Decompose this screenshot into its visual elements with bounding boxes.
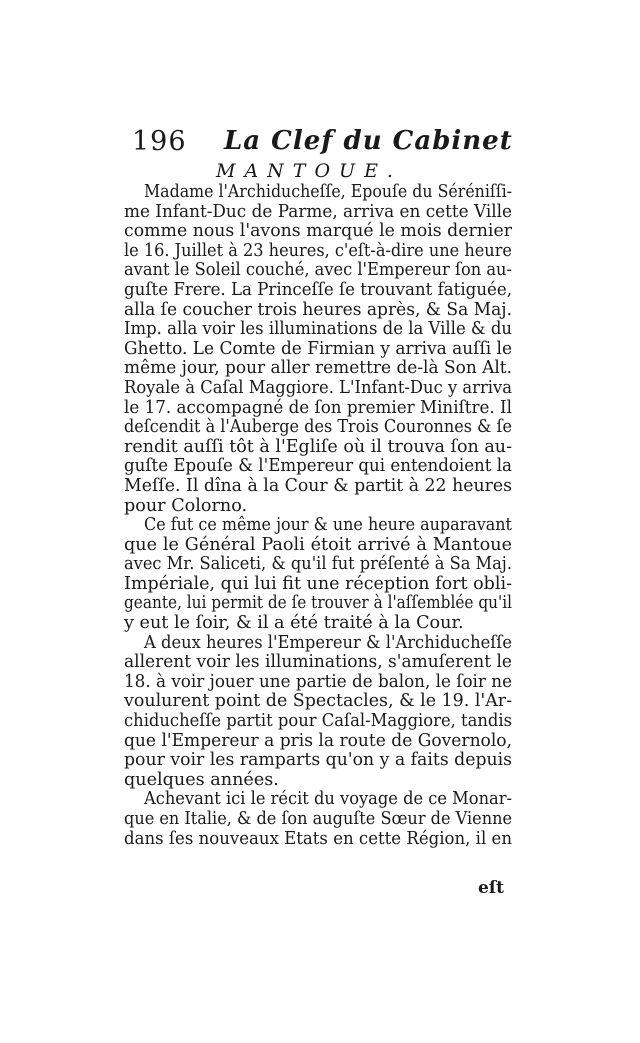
- text-line: [124, 653, 512, 673]
- text-line-content: voulurent point de Spectacles, & le 19. l'Ar-: [124, 691, 513, 712]
- text-line-content: Achevant ici le récit du voyage de ce Monar-: [144, 789, 512, 810]
- page-header: [132, 126, 532, 160]
- text-line: [124, 555, 512, 575]
- text-line-content: Madame l'Archiducheſſe, Epouſe du Séréniſſi-: [144, 182, 513, 202]
- text-line-content: Meſſe. Il dîna à la Cour & partit à 22 heures: [124, 475, 512, 496]
- section-heading: MANTOUE.: [216, 160, 402, 182]
- text-line-content: pour voir les ramparts qu'on y a faits depuis: [124, 750, 513, 771]
- text-line: [124, 830, 512, 850]
- text-line-content: avant le Soleil couché, avec l'Empereur ſon au-: [124, 260, 512, 281]
- text-line: [124, 379, 512, 399]
- text-line-content: pour Colorno.: [124, 495, 248, 516]
- text-line: [124, 457, 512, 477]
- text-line: [124, 242, 512, 262]
- text-line: [124, 497, 512, 517]
- text-line: [124, 790, 512, 810]
- text-line: [124, 771, 512, 791]
- text-line: [124, 183, 512, 203]
- text-line-content: dans ſes nouveaux Etats en cette Région, il en: [124, 828, 512, 849]
- text-line: [124, 418, 512, 438]
- text-line-content: allerent voir les illuminations, s'amuſerent le: [124, 652, 513, 673]
- text-line-content: Royale à Caſal Maggiore. L'Infant-Duc y arriva: [124, 377, 513, 398]
- text-line: [124, 438, 512, 458]
- text-line-content: que en Italie, & de ſon auguſte Sœur de Vienne: [124, 809, 513, 829]
- text-line: [124, 536, 512, 556]
- text-line: [124, 399, 512, 419]
- text-line: [124, 575, 512, 595]
- text-line-content: Ce fut ce même jour & une heure auparavant: [144, 515, 512, 536]
- text-line-content: 18. à voir jouer une partie de balon, le ſoir ne: [124, 671, 513, 692]
- text-line-content: Imp. alla voir les illuminations de la Ville & du: [124, 319, 512, 340]
- text-line-content: avec Mr. Saliceti, & qu'il fut préſenté à Sa Maj.: [124, 554, 512, 575]
- text-line-content: que le Général Paoli étoit arrivé à Mantoue: [124, 534, 512, 555]
- text-line: [124, 261, 512, 281]
- text-line: [124, 732, 512, 752]
- text-line: [124, 614, 512, 634]
- running-title: La Clef du Cabinet: [224, 126, 513, 156]
- text-line-content: y eut le ſoir, & il a été traité à la Cour.: [124, 613, 464, 634]
- text-line-content: le 16. Juillet à 23 heures, c'eſt-à-dire une heure: [124, 240, 512, 261]
- text-line: [124, 477, 512, 497]
- text-line: [124, 516, 512, 536]
- text-line: [124, 692, 512, 712]
- text-line: [124, 320, 512, 340]
- text-line: [124, 340, 512, 360]
- text-line: [124, 281, 512, 301]
- text-line-content: deſcendit à l'Auberge des Trois Couronnes & ſe: [124, 417, 512, 438]
- text-line-content: geante, lui permit de ſe trouver à l'aſſemblée qu'il: [124, 593, 513, 614]
- text-line-content: Impériale, qui lui fit une réception fort obli-: [124, 573, 512, 594]
- text-line-content: rendit auſſi tôt à l'Egliſe où il trouva ſon au-: [124, 436, 513, 457]
- text-line-content: comme nous l'avons marqué le mois dernier: [124, 221, 512, 242]
- text-line-content: même jour, pour aller remettre de-là Son Alt.: [124, 358, 513, 379]
- text-line-content: me Infant-Duc de Parme, arriva en cette Ville: [124, 201, 512, 222]
- text-line: [124, 810, 512, 830]
- text-line: [124, 712, 512, 732]
- text-line: [124, 634, 512, 654]
- text-line: [124, 751, 512, 771]
- text-line-content: A deux heures l'Empereur & l'Archiducheſſe: [144, 632, 513, 653]
- text-line-content: le 17. accompagné de ſon premier Miniſtre. Il: [124, 397, 513, 418]
- text-line-content: alla ſe coucher trois heures après, & Sa Maj.: [124, 299, 513, 320]
- text-line: [124, 301, 512, 321]
- text-line: [124, 203, 512, 223]
- text-line-content: guſte Epouſe & l'Empereur qui entendoient la: [124, 456, 512, 477]
- text-line-content: chiducheſſe partit pour Caſal-Maggiore, tandis: [124, 711, 512, 732]
- text-line-content: quelques années.: [124, 769, 279, 790]
- text-line: [124, 673, 512, 693]
- page-number: 196: [132, 126, 187, 157]
- catchword: eſt: [478, 878, 504, 898]
- text-line: [124, 222, 512, 242]
- text-line-content: Ghetto. Le Comte de Firmian y arriva auſſi le: [124, 338, 512, 359]
- text-line-content: guſte Frere. La Princeſſe ſe trouvant fatiguée,: [124, 279, 513, 300]
- body-text: [124, 183, 512, 849]
- text-line: [124, 359, 512, 379]
- text-line: [124, 594, 512, 614]
- text-line-content: que l'Empereur a pris la route de Governolo,: [124, 730, 512, 751]
